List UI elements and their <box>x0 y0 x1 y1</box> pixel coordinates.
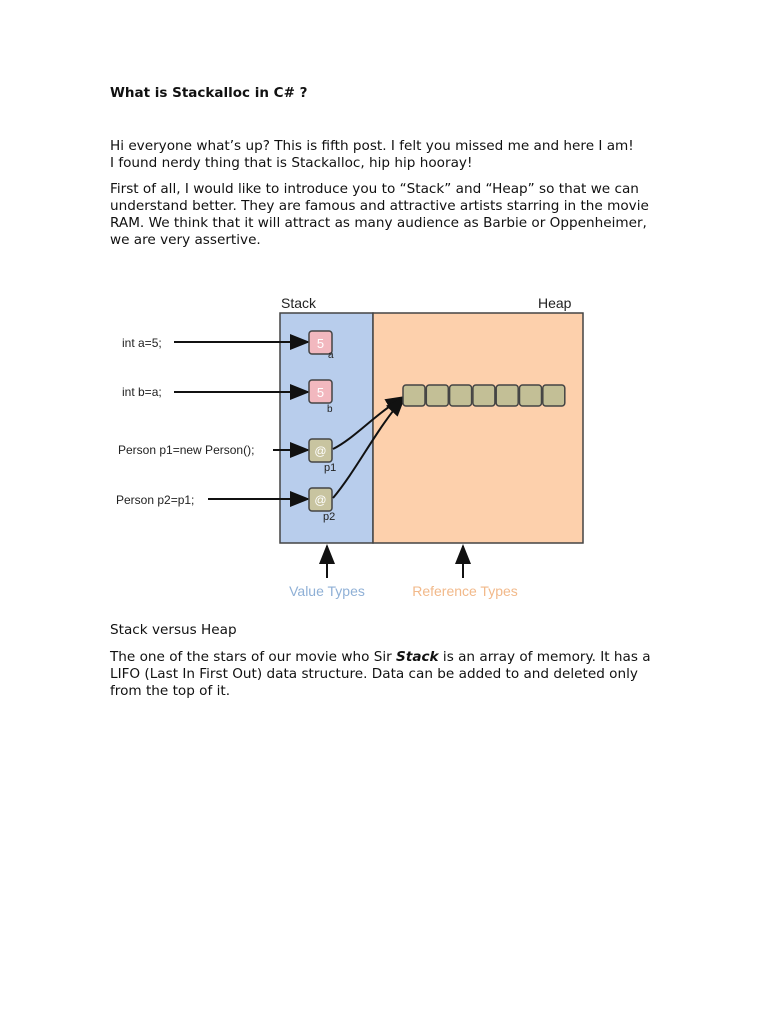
intro-line-1: Hi everyone what’s up? This is fifth post. I felt you missed me and here I am! <box>110 138 634 154</box>
heap-object <box>403 385 565 406</box>
reference-types-label: Reference Types <box>412 583 518 599</box>
code-label-b: int b=a; <box>122 385 162 399</box>
stack-description-paragraph <box>110 649 670 700</box>
stack-cell-p1-name: p1 <box>324 462 337 474</box>
heap-label: Heap <box>538 295 572 311</box>
stack-cell-p2-name: p2 <box>323 511 336 523</box>
value-types-label: Value Types <box>289 583 365 599</box>
stack-cell-a-value: 5 <box>316 336 325 351</box>
figure-caption: Stack versus Heap <box>110 622 237 638</box>
stack-emphasis: Stack <box>396 649 439 665</box>
heap-cell <box>426 385 448 406</box>
heap-cell <box>543 385 565 406</box>
para3-text-end: is an array of memory. It has a LIFO (Last In First Out) data structure. Data can be added to and deleted only from the top of it. <box>110 649 651 699</box>
stack-cell-p1-value: @ <box>314 444 327 458</box>
stack-cell-p2-value: @ <box>314 493 327 507</box>
code-label-p1: Person p1=new Person(); <box>118 443 255 457</box>
heap-cell <box>403 385 425 406</box>
stack-heap-intro-paragraph: First of all, I would like to introduce you to “Stack” and “Heap” so that we can understand better. They are famous and attractive artists starring in the movie RAM. We think that it will attract as many audience as Barbie or Oppenheimer, we are very assertive. <box>110 181 649 248</box>
stack-label: Stack <box>281 295 317 311</box>
intro-line-2: I found nerdy thing that is Stackalloc, hip hip hooray! <box>110 155 473 171</box>
heap-cell <box>520 385 542 406</box>
stack-cell-a-name: a <box>328 350 334 361</box>
page-title: What is Stackalloc in C# ? <box>110 85 308 101</box>
stack-heap-diagram <box>110 288 610 608</box>
heap-region <box>373 313 583 543</box>
stack-cell-b-value: 5 <box>316 385 325 400</box>
intro-paragraph <box>110 138 670 172</box>
heap-cell <box>473 385 495 406</box>
heap-cell <box>450 385 472 406</box>
para3-text-start: The one of the stars of our movie who Sir <box>110 649 397 665</box>
code-label-a: int a=5; <box>122 336 162 350</box>
stack-cell-b-name: b <box>327 404 333 415</box>
heap-cell <box>496 385 518 406</box>
code-label-p2: Person p2=p1; <box>116 493 195 507</box>
